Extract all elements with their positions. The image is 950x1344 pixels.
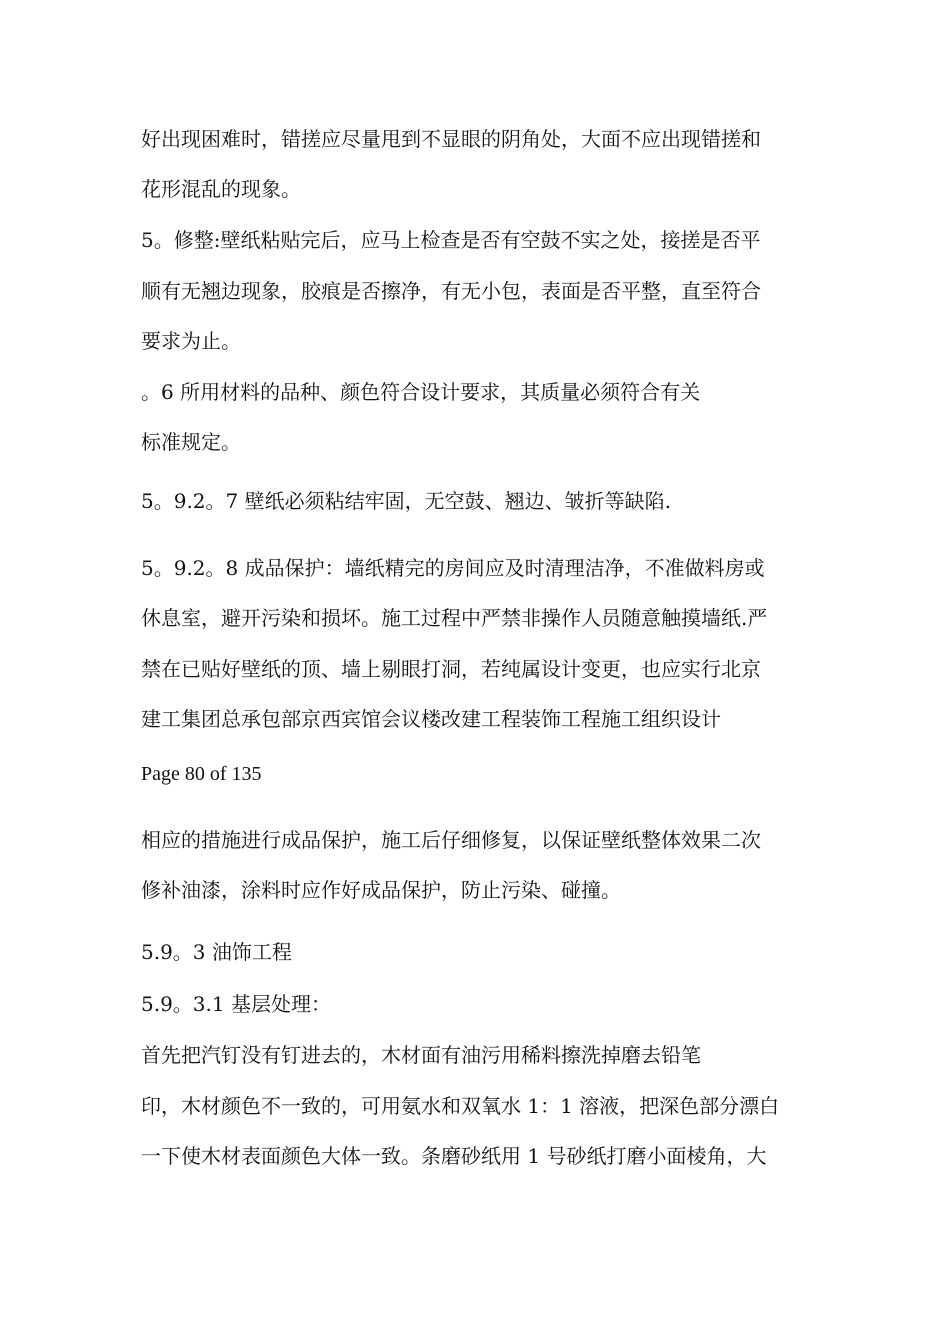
text-line: 5。修整:壁纸粘贴完后，应马上检查是否有空鼓不实之处，接搓是否平 <box>141 228 761 252</box>
text-line: 5。9.2。8 成品保护：墙纸精完的房间应及时清理洁净，不准做料房或 <box>141 556 765 580</box>
text-line: 标准规定。 <box>141 430 241 454</box>
page-number: Page 80 of 135 <box>141 763 262 785</box>
text-line: 一下使木材表面颜色大体一致。条磨砂纸用 1 号砂纸打磨小面棱角，大 <box>141 1144 767 1168</box>
text-line: 建工集团总承包部京西宾馆会议楼改建工程装饰工程施工组织设计 <box>141 707 721 731</box>
text-line: 5。9.2。7 壁纸必须粘结牢固，无空鼓、翘边、皱折等缺陷. <box>141 489 671 513</box>
subsection-heading: 5.9。3.1 基层处理： <box>141 992 331 1016</box>
text-line: 好出现困难时，错搓应尽量甩到不显眼的阴角处，大面不应出现错搓和 <box>141 127 761 151</box>
text-line: 顺有无翘边现象，胶痕是否擦净，有无小包，表面是否平整，直至符合 <box>141 279 761 303</box>
text-line: 修补油漆，涂料时应作好成品保护，防止污染、碰撞。 <box>141 878 621 902</box>
text-line: 。6 所用材料的品种、颜色符合设计要求，其质量必须符合有关 <box>141 380 701 404</box>
text-line: 印，木材颜色不一致的，可用氨水和双氧水 1：1 溶液，把深色部分漂白 <box>141 1094 780 1118</box>
text-line: 首先把汽钉没有钉进去的，木材面有油污用稀料擦洗掉磨去铅笔 <box>141 1043 701 1067</box>
text-line: 禁在已贴好壁纸的顶、墙上剔眼打洞，若纯属设计变更，也应实行北京 <box>141 657 761 681</box>
text-line: 相应的措施进行成品保护，施工后仔细修复，以保证壁纸整体效果二次 <box>141 828 761 852</box>
section-heading: 5.9。3 油饰工程 <box>141 940 292 964</box>
text-line: 休息室，避开污染和损坏。施工过程中严禁非操作人员随意触摸墙纸.严 <box>141 606 768 630</box>
text-line: 要求为止。 <box>141 329 241 353</box>
text-line: 花形混乱的现象。 <box>141 177 301 201</box>
